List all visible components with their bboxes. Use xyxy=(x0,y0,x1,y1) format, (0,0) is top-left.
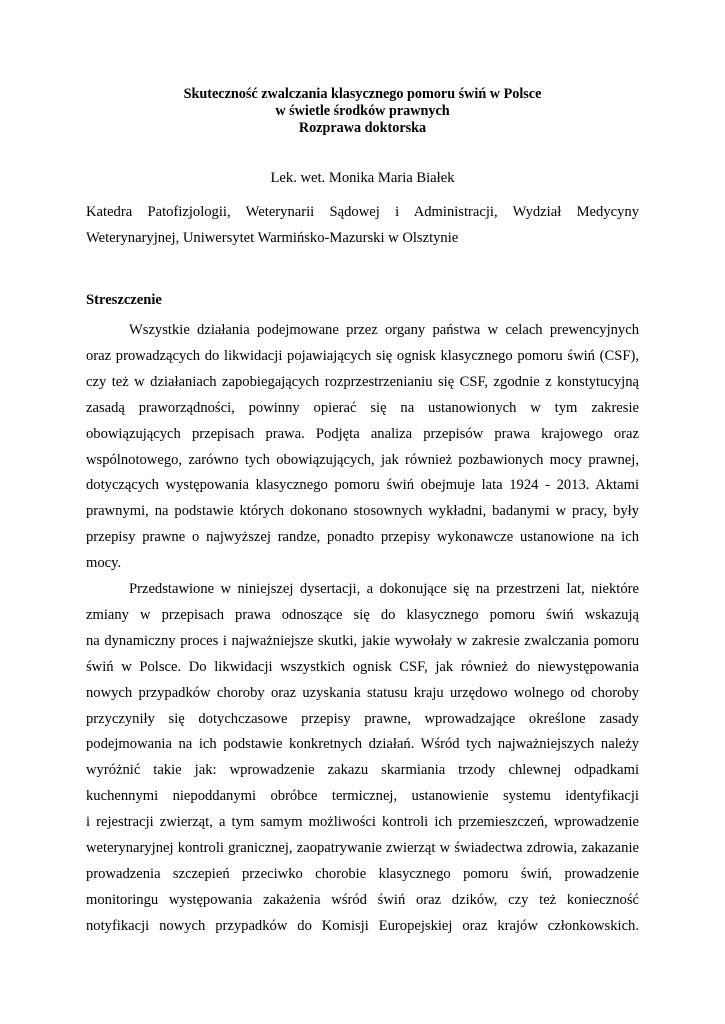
paragraph-line: zmiany w przepisach prawa odnoszące się do klasycznego pomoru świń wskazują xyxy=(86,606,639,623)
paragraph-line: oraz prowadzących do likwidacji pojawiających się ognisk klasycznego pomoru świń (CSF), xyxy=(86,347,639,364)
paragraph-line: Przedstawione w niniejszej dysertacji, a dokonujące się na przestrzeni lat, niektóre xyxy=(129,581,639,597)
paragraph-line: prowadzenia szczepień przeciwko chorobie klasycznego pomoru świń, prowadzenie xyxy=(86,865,639,882)
affiliation xyxy=(86,199,639,251)
author-name: Lek. wet. Monika Maria Białek xyxy=(270,170,455,186)
affiliation-line-1: Katedra Patofizjologii, Weterynarii Sądowej i Administracji, Wydział Medycyny xyxy=(86,204,639,220)
document-title xyxy=(0,86,725,137)
section-heading: Streszczenie xyxy=(86,292,162,308)
paragraph-line: obowiązujących przepisach prawa. Podjęta analiza przepisów prawa krajowego oraz xyxy=(86,425,639,442)
paragraph-line: nowych przypadków choroby oraz uzyskania statusu kraju urzędowo wolnego od choroby xyxy=(86,684,639,701)
paragraph-line: Wszystkie działania podejmowane przez organy państwa w celach prewencyjnych xyxy=(129,322,639,338)
title-line-2: w świetle środków prawnych xyxy=(275,103,450,119)
abstract-paragraph-1 xyxy=(86,318,639,577)
paragraph-line: notyfikacji nowych przypadków do Komisji Europejskiej oraz krajów członkowskich. xyxy=(86,917,639,934)
paragraph-line: mocy. xyxy=(86,555,122,572)
paragraph-line: podejmowania na ich podstawie konkretnych działań. Wśród tych najważniejszych należy xyxy=(86,736,639,753)
paragraph-line: czy też w działaniach zapobiegających rozprzestrzenianiu się CSF, zgodnie z konstytucyjną xyxy=(86,373,639,390)
title-line-3: Rozprawa doktorska xyxy=(298,120,427,136)
title-line-1: Skuteczność zwalczania klasycznego pomoru świń w Polsce xyxy=(183,86,542,102)
paragraph-line: przyczyniły się dotychczasowe przepisy prawne, wprowadzające określone zasady xyxy=(86,710,639,727)
paragraph-line: prawnymi, na podstawie których dokonano stosownych wykładni, badanymi w pracy, były xyxy=(86,503,639,520)
affiliation-line-2: Weterynaryjnej, Uniwersytet Warmińsko-Mazurski w Olsztynie xyxy=(86,230,459,246)
paragraph-line: na dynamiczny proces i najważniejsze skutki, jakie wywołały w zakresie zwalczania pomoru xyxy=(86,632,639,649)
paragraph-line: wyróżnić takie jak: wprowadzenie zakazu skarmiania trzody chlewnej odpadkami xyxy=(86,762,639,779)
paragraph-line: świń w Polsce. Do likwidacji wszystkich ognisk CSF, jak również do niewystępowania xyxy=(86,658,639,675)
paragraph-line: zasadą praworządności, powinny opierać się na ustanowionych w tym zakresie xyxy=(86,399,639,416)
paragraph-line: wspólnotowego, zarówno tych obowiązujących, jak również pozbawionych mocy prawnej, xyxy=(86,451,639,468)
paragraph-line: przepisy prawne o najwyższej randze, ponadto przepisy wykonawcze ustanowione na ich xyxy=(86,529,639,546)
paragraph-line: i rejestracji zwierząt, a tym samym możliwości kontroli ich przemieszczeń, wprowadzenie xyxy=(86,814,639,831)
abstract-paragraph-2 xyxy=(86,577,639,940)
paragraph-line: dotyczących występowania klasycznego pomoru świń obejmuje lata 1924 - 2013. Aktami xyxy=(86,477,639,494)
paragraph-line: kuchennymi niepoddanymi obróbce termicznej, ustanowienie systemu identyfikacji xyxy=(86,788,639,805)
paragraph-line: monitoringu występowania zakażenia wśród świń oraz dzików, czy też konieczność xyxy=(86,891,639,908)
paragraph-line: weterynaryjnej kontroli granicznej, zaopatrywanie zwierząt w świadectwa zdrowia, zakazanie xyxy=(86,840,639,857)
